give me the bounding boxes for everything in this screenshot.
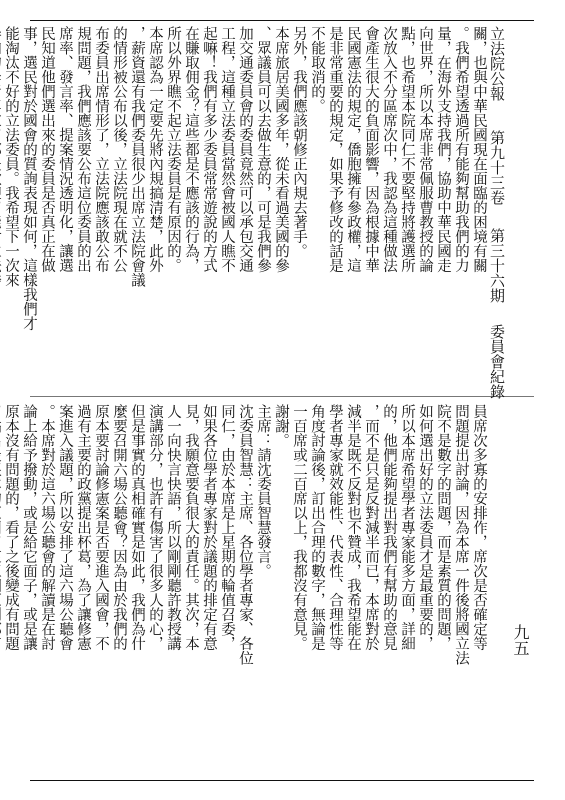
top-rule — [30, 20, 534, 21]
text-column: 、眾議員可以去做生意的，可是我們參 — [255, 26, 271, 273]
text-column: 論上給予撥動，或是給它面子，或是讓 — [21, 404, 37, 651]
text-column: 民國憲法的規定，僑胞擁有參政權，這 — [345, 26, 361, 273]
page-number: 九五 — [511, 624, 530, 656]
text-column: 。本席對於這六場公聽會的解讀是在討 — [39, 404, 55, 651]
issue-number: 第三十六期 — [488, 228, 506, 303]
text-column: 民知道他們選出來的委員是否真正在做 — [39, 26, 55, 273]
text-column: 不能取消的。 — [309, 26, 325, 113]
text-column: 如果各位學者專家對於議題的排定有意 — [201, 404, 217, 651]
text-column: 點，也希望本院同仁不要堅持將護選所 — [399, 26, 415, 273]
text-column: 。我們希望透過所有能夠幫助我們的力 — [453, 26, 469, 273]
text-column: 見，我願意要負很大的責任。其次，本 — [183, 404, 199, 651]
section-title: 委員會紀錄 — [488, 324, 506, 399]
publication-title: 立法院公報 — [488, 26, 506, 101]
text-column: ，薪資還有我們委員很少出席立法院會議 — [129, 26, 145, 287]
text-column: 角度討論後，訂出合理的數字，無論是 — [309, 404, 325, 651]
text-column: 如何選出好的立法委員才是最重要的， — [417, 404, 433, 651]
text-column — [0, 404, 2, 764]
text-column: 量，在海外支持我們，協助中華民國走 — [435, 26, 451, 273]
text-column: 人一向快言快語，所以剛剛聽許教授講 — [165, 404, 181, 651]
text-column: 所以外界瞧不起立法委員是有原因的。 — [165, 26, 181, 273]
text-column — [0, 26, 2, 386]
text-column: 次放入不分區席次中，我認為這種做法 — [381, 26, 397, 273]
text-column: 能淘汰不好的立法委員。我希望下一次來 — [3, 26, 19, 287]
text-column: 會產生很大的負面影響，因為根據中華 — [363, 26, 379, 273]
text-column: 起嘛！我們有多少委員常常遊說的方式 — [201, 26, 217, 273]
bottom-rule — [30, 780, 534, 781]
text-column: 加交通委員會的委員竟然可以承包交通 — [237, 26, 253, 273]
text-column: 的情形被公布以後，立法院現在就不公 — [111, 26, 127, 273]
text-column: 但是事實的真相確實是如此，我們為什 — [129, 404, 145, 651]
text-column: 主席：請沈委員智慧發言。 — [255, 404, 271, 578]
text-column: 布委員出席情形了，立法院應該敢公布 — [93, 26, 109, 273]
text-column: 本席認為一定要先將內規搞清楚，此外 — [147, 26, 163, 273]
text-column: 規問題，我們應該要公布這位委員的出 — [75, 26, 91, 273]
volume-number: 第九十三卷 — [488, 130, 506, 205]
text-column: 向世界，所以本席非常佩服曹教授的論 — [417, 26, 433, 273]
text-column: 的，他們能夠提出對我們有幫助的意見 — [381, 404, 397, 651]
text-column: 事，選民對於國會的質詢表現如何，這樣我們才 — [21, 26, 37, 331]
text-column: 演講部分，也許有傷害了很多人的心， — [147, 404, 163, 651]
text-column: 院不是數字的問題，而是素質的問題， — [435, 404, 451, 651]
text-column: 工程，這種立法委員當然會被國人瞧不 — [219, 26, 235, 273]
text-column: 學者專家就效能性、代表性、合理性等 — [327, 404, 343, 651]
text-column: 案進入議題，所以安排了這六場公聽會 — [57, 404, 73, 651]
text-column: 關，也與中華民國現在面臨的困境有關 — [471, 26, 487, 273]
text-column: 減半是既不反對也不贊成，我希望能在 — [345, 404, 361, 651]
text-column: 過有主要的政黨提出杯葛，為了讓修憲 — [75, 404, 91, 651]
text-column: 同仁，由於本席是上星期的輪值召委， — [219, 404, 235, 651]
text-column: 本席旅居美國多年，從未看過美國的參 — [273, 26, 289, 273]
text-column: 在賺取佣金？這些都是不應該的行為， — [183, 26, 199, 273]
text-column: ，而不是只是反對減半而已，本席對於 — [363, 404, 379, 651]
text-column: 席率、發言率、提案情況透明化，讓選 — [57, 26, 73, 273]
middle-rule — [30, 396, 534, 397]
text-column: 問題提出討論，因為本席一件後將國立法 — [453, 404, 469, 665]
text-column: 所以本席希望學者專家能多方面，詳細 — [399, 404, 415, 651]
text-column: 原本沒有問題的，看了之後變成有問題 — [3, 404, 19, 651]
text-column: 沈委員智慧：主席、各位學者專家、各位 — [237, 404, 253, 665]
text-column: 另外，我們應該朝修正內規去著手。 — [291, 26, 307, 258]
text-column: 謝謝。 — [273, 404, 289, 448]
text-column: 麼要召開六場公聽會？因為由於我們的 — [111, 404, 127, 651]
text-column: 員席次多寡的安排作，席次是否確定等 — [471, 404, 487, 651]
text-column: 是非常重要的規定，如果予修改的話是 — [327, 26, 343, 273]
text-column: 一百席或二百席以上，我都沒有意見。 — [291, 404, 307, 651]
text-column: 原本要討論修憲案是否要進入國會，不 — [93, 404, 109, 651]
